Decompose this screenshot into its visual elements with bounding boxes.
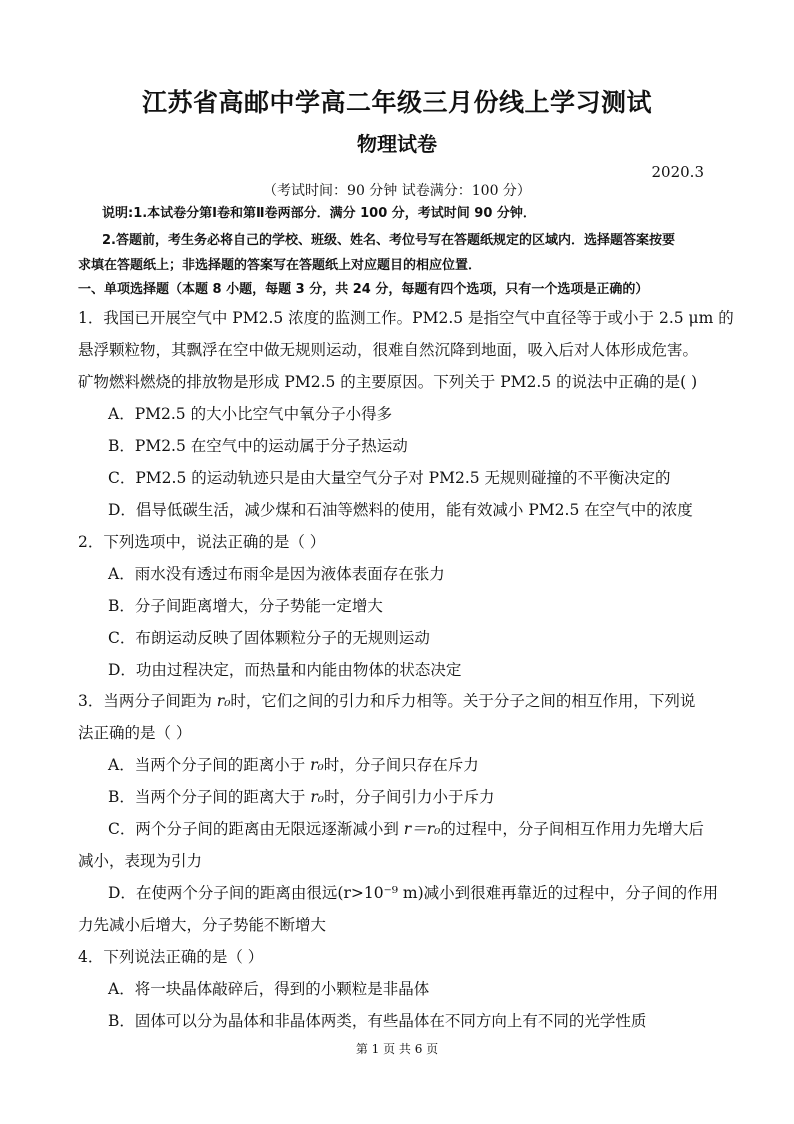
instruction-note-2-line2: 求填在答题纸上；非选择题的答案写在答题纸上对应题目的相应位置．: [78, 258, 482, 273]
instruction-note-2-line1: 2.答题前，考生务必将自己的学校、班级、姓名、考位号写在答题纸规定的区域内．选择题答案按要: [102, 233, 675, 248]
q3-a-r0: r₀: [310, 756, 324, 774]
q3-b-pre: B．当两个分子间的距离大于: [108, 788, 311, 806]
q2-option-b: B．分子间距离增大，分子势能一定增大: [108, 597, 383, 615]
q3-b-post: 时，分子间引力小于斥力: [323, 788, 495, 806]
q3-stem-r0: r₀: [216, 692, 231, 710]
q3-option-c-line2: 减小，表现为引力: [78, 852, 203, 870]
section-1-header: 一、单项选择题（本题 8 小题，每题 3 分，共 24 分，每题有四个选项，只有一个选项是正确的）: [78, 282, 649, 297]
q4-option-b: B．固体可以分为晶体和非晶体两类，有些晶体在不同方向上有不同的光学性质: [108, 1012, 647, 1030]
q3-b-r0: r₀: [310, 788, 324, 806]
q3-stem-line2: 法正确的是（ ）: [78, 724, 192, 742]
page-footer: 第 1 页 共 6 页: [355, 1042, 439, 1056]
q1-option-b: B．PM2.5 在空气中的运动属于分子热运动: [108, 437, 408, 455]
q1-option-d: D．倡导低碳生活，减少煤和石油等燃料的使用，能有效减小 PM2.5 在空气中的浓度: [108, 501, 693, 519]
exam-title: 江苏省高邮中学高二年级三月份线上学习测试: [141, 88, 652, 117]
exam-subtitle: 物理试卷: [357, 132, 437, 156]
q1-stem-line3: 矿物燃料燃烧的排放物是形成 PM2.5 的主要原因。下列关于 PM2.5 的说法中正确的是( ): [78, 373, 698, 391]
q3-option-a: [108, 753, 479, 775]
q3-a-post: 时，分子间只存在斥力: [323, 756, 479, 774]
q1-stem-line2: 悬浮颗粒物，其飘浮在空中做无规则运动，很难自然沉降到地面，吸入后对人体形成危害。: [78, 341, 699, 359]
q2-option-c: C．布朗运动反映了固体颗粒分子的无规则运动: [108, 629, 430, 647]
q1-option-a: A．PM2.5 的大小比空气中氧分子小得多: [108, 405, 393, 423]
q3-option-c-line1: [108, 817, 704, 839]
q3-c-post: 的过程中，分子间相互作用力先增大后: [440, 820, 704, 838]
q1-stem-line1: 1．我国已开展空气中 PM2.5 浓度的监测工作。PM2.5 是指空气中直径等于或小于 2.5 μm 的: [78, 309, 734, 327]
q3-stem-line1: [78, 689, 695, 711]
q2-stem: 2．下列选项中，说法正确的是（ ）: [78, 533, 326, 551]
q3-a-pre: A．当两个分子间的距离小于: [108, 756, 311, 774]
q3-c-pre: C．两个分子间的距离由无限远逐渐减小到: [108, 820, 404, 838]
q2-option-d: D．功由过程决定，而热量和内能由物体的状态决定: [108, 661, 462, 679]
q4-stem: 4．下列说法正确的是（ ）: [78, 948, 264, 966]
q3-option-d-line2: 力先减小后增大，分子势能不断增大: [78, 916, 327, 934]
q1-option-c: C．PM2.5 的运动轨迹只是由大量空气分子对 PM2.5 无规则碰撞的不平衡决定的: [108, 469, 671, 487]
q3-stem-post: 时，它们之间的引力和斥力相等。关于分子之间的相互作用，下列说: [230, 692, 696, 710]
exam-info: （考试时间：90 分钟 试卷满分：100 分）: [263, 183, 531, 199]
q3-stem-pre: 3．当两分子间距为: [78, 692, 217, 710]
q3-option-b: [108, 785, 494, 807]
q3-c-eq: r＝r₀: [403, 820, 441, 838]
exam-date: 2020.3: [651, 163, 704, 181]
q4-option-a: A．将一块晶体敲碎后，得到的小颗粒是非晶体: [108, 980, 430, 998]
q2-option-a: A．雨水没有透过布雨伞是因为液体表面存在张力: [108, 565, 445, 583]
q3-option-d-line1: D．在使两个分子间的距离由很远(r>10⁻⁹ m)减小到很难再靠近的过程中，分子间的作用: [108, 884, 719, 902]
instruction-note-1: 说明:1.本试卷分第Ⅰ卷和第Ⅱ卷两部分．满分 100 分，考试时间 90 分钟．: [102, 206, 536, 221]
